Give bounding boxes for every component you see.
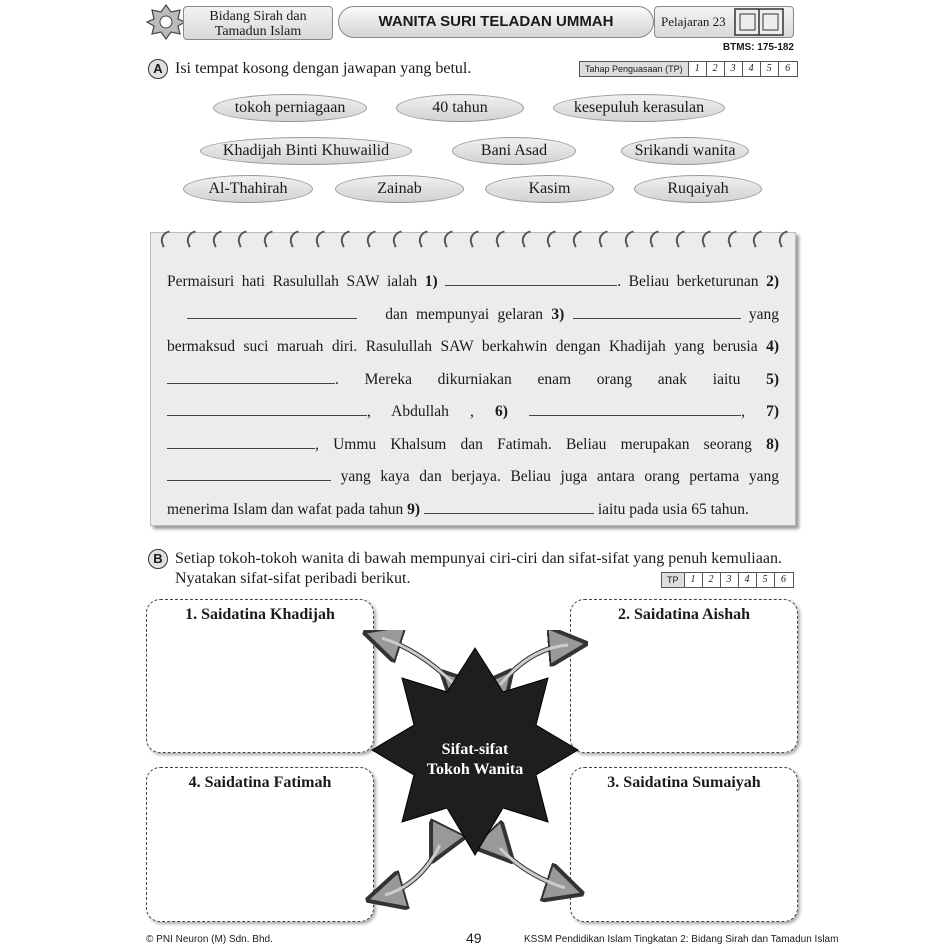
word-option: kesepuluh kerasulan — [553, 94, 725, 122]
curved-arrow-bottom-right — [500, 848, 565, 888]
passage-text: dan mempunyai gelaran — [385, 305, 544, 323]
answer-blank-6[interactable] — [529, 402, 741, 416]
lesson-label: Pelajaran 23 — [654, 6, 794, 38]
blank-number: 5) — [766, 370, 780, 388]
footer-book-title: KSSM Pendidikan Islam Tingkatan 2: Bidang Sirah dan Tamadun Islam — [524, 934, 839, 945]
header-category-line1: Bidang Sirah dan — [209, 9, 307, 24]
word-option: Zainab — [335, 175, 464, 203]
tp-level: 4 — [739, 573, 757, 587]
passage-text: Permaisuri hati Rasulullah SAW ialah — [167, 273, 418, 290]
page-number: 49 — [466, 930, 482, 946]
word-option: Bani Asad — [452, 137, 576, 165]
tp-level: 2 — [703, 573, 721, 587]
tp-level: 6 — [781, 574, 787, 585]
header-category — [183, 6, 333, 40]
center-label-line1: Sifat-sifat — [441, 741, 509, 758]
tp-level: 3 — [721, 573, 739, 587]
curved-arrow-bottom-left — [385, 845, 440, 895]
btms-ref: BTMS: 175-182 — [722, 42, 794, 53]
section-b-instruction-2: Nyatakan sifat-sifat peribadi berikut. — [175, 570, 411, 587]
answer-blank-1[interactable] — [445, 272, 617, 286]
answer-blank-4[interactable] — [167, 370, 335, 384]
answer-blank-3[interactable] — [573, 305, 741, 319]
blank-number: 7) — [766, 403, 779, 420]
blank-number: 3) — [551, 305, 565, 323]
passage-text: , Ummu Khalsum dan Fatimah. Beliau merupakan seorang — [315, 435, 752, 453]
blank-number: 9) — [407, 500, 421, 518]
passage-text: yang bermaksud suci maruah diri. Rasulullah SAW berkahwin dengan Khadijah yang berusia — [167, 305, 780, 355]
curved-arrow-top-right — [500, 645, 568, 685]
word-option: Srikandi wanita — [621, 137, 749, 165]
passage-text: yang kaya dan berjaya. Beliau juga antara orang pertama yang menerima Islam dan wafat pada tahun — [167, 468, 779, 518]
card-title: 3. Saidatina Sumaiyah — [607, 774, 761, 791]
center-label-line2: Tokoh Wanita — [426, 761, 524, 778]
tp-level: 1 — [685, 573, 703, 587]
tp-level: 5 — [757, 573, 775, 587]
blank-number: 2) — [766, 273, 780, 290]
word-option: tokoh perniagaan — [213, 94, 367, 122]
card-fatimah[interactable] — [146, 767, 374, 922]
answer-blank-9[interactable] — [424, 500, 594, 514]
tp-table-a — [579, 61, 798, 77]
passage-text: , — [741, 403, 745, 420]
footer-publisher: © PNI Neuron (M) Sdn. Bhd. — [146, 934, 273, 945]
word-option: 40 tahun — [396, 94, 524, 122]
answer-blank-2[interactable] — [187, 305, 357, 319]
card-title: 2. Saidatina Aishah — [617, 606, 751, 623]
word-option: Al-Thahirah — [183, 175, 313, 203]
tp-level: 6 — [785, 63, 791, 74]
answer-blank-8[interactable] — [167, 467, 331, 481]
fill-in-passage — [167, 266, 779, 526]
tp-label: TP — [662, 573, 685, 587]
tp-level: 1 — [689, 62, 707, 76]
answer-blank-7[interactable] — [167, 435, 315, 449]
word-option: Ruqaiyah — [634, 175, 762, 203]
tp-level: 4 — [743, 62, 761, 76]
blank-number: 6) — [495, 403, 508, 420]
islamic-star-icon — [146, 4, 186, 40]
section-a-badge: A — [148, 59, 168, 79]
center-label — [400, 740, 550, 780]
section-b-badge: B — [148, 549, 168, 569]
tp-label: Tahap Penguasaan (TP) — [580, 62, 689, 76]
section-a-instruction: Isi tempat kosong dengan jawapan yang betul. — [175, 60, 472, 77]
notepad-rings — [160, 232, 790, 246]
card-aishah[interactable] — [570, 599, 798, 753]
tp-table-b — [661, 572, 794, 588]
section-b-instruction-1: Setiap tokoh-tokoh wanita di bawah mempunyai ciri-ciri dan sifat-sifat yang penuh kemuliaan. — [175, 550, 782, 567]
card-khadijah[interactable] — [146, 599, 374, 753]
blank-number: 4) — [766, 338, 779, 355]
word-option: Khadijah Binti Khuwailid — [200, 137, 412, 165]
page-title: WANITA SURI TELADAN UMMAH — [338, 6, 654, 38]
tp-level: 2 — [707, 62, 725, 76]
curved-arrow-top-left — [382, 638, 455, 685]
passage-text: . Mereka dikurniakan enam orang anak iaitu — [335, 370, 741, 388]
blank-number: 1) — [424, 273, 438, 290]
quran-book-icon — [733, 6, 785, 38]
tp-level: 3 — [725, 62, 743, 76]
answer-blank-5[interactable] — [167, 402, 367, 416]
passage-text: iaitu pada usia 65 tahun. — [597, 500, 749, 518]
header-category-line2: Tamadun Islam — [214, 24, 302, 39]
tp-level: 5 — [761, 62, 779, 76]
word-option: Kasim — [485, 175, 614, 203]
blank-number: 8) — [766, 435, 779, 453]
passage-text: . Beliau berketurunan — [617, 273, 759, 290]
passage-text: , Abdullah , — [367, 403, 474, 420]
card-sumaiyah[interactable] — [570, 767, 798, 922]
card-title: 1. Saidatina Khadijah — [185, 606, 335, 623]
card-title: 4. Saidatina Fatimah — [188, 774, 332, 791]
